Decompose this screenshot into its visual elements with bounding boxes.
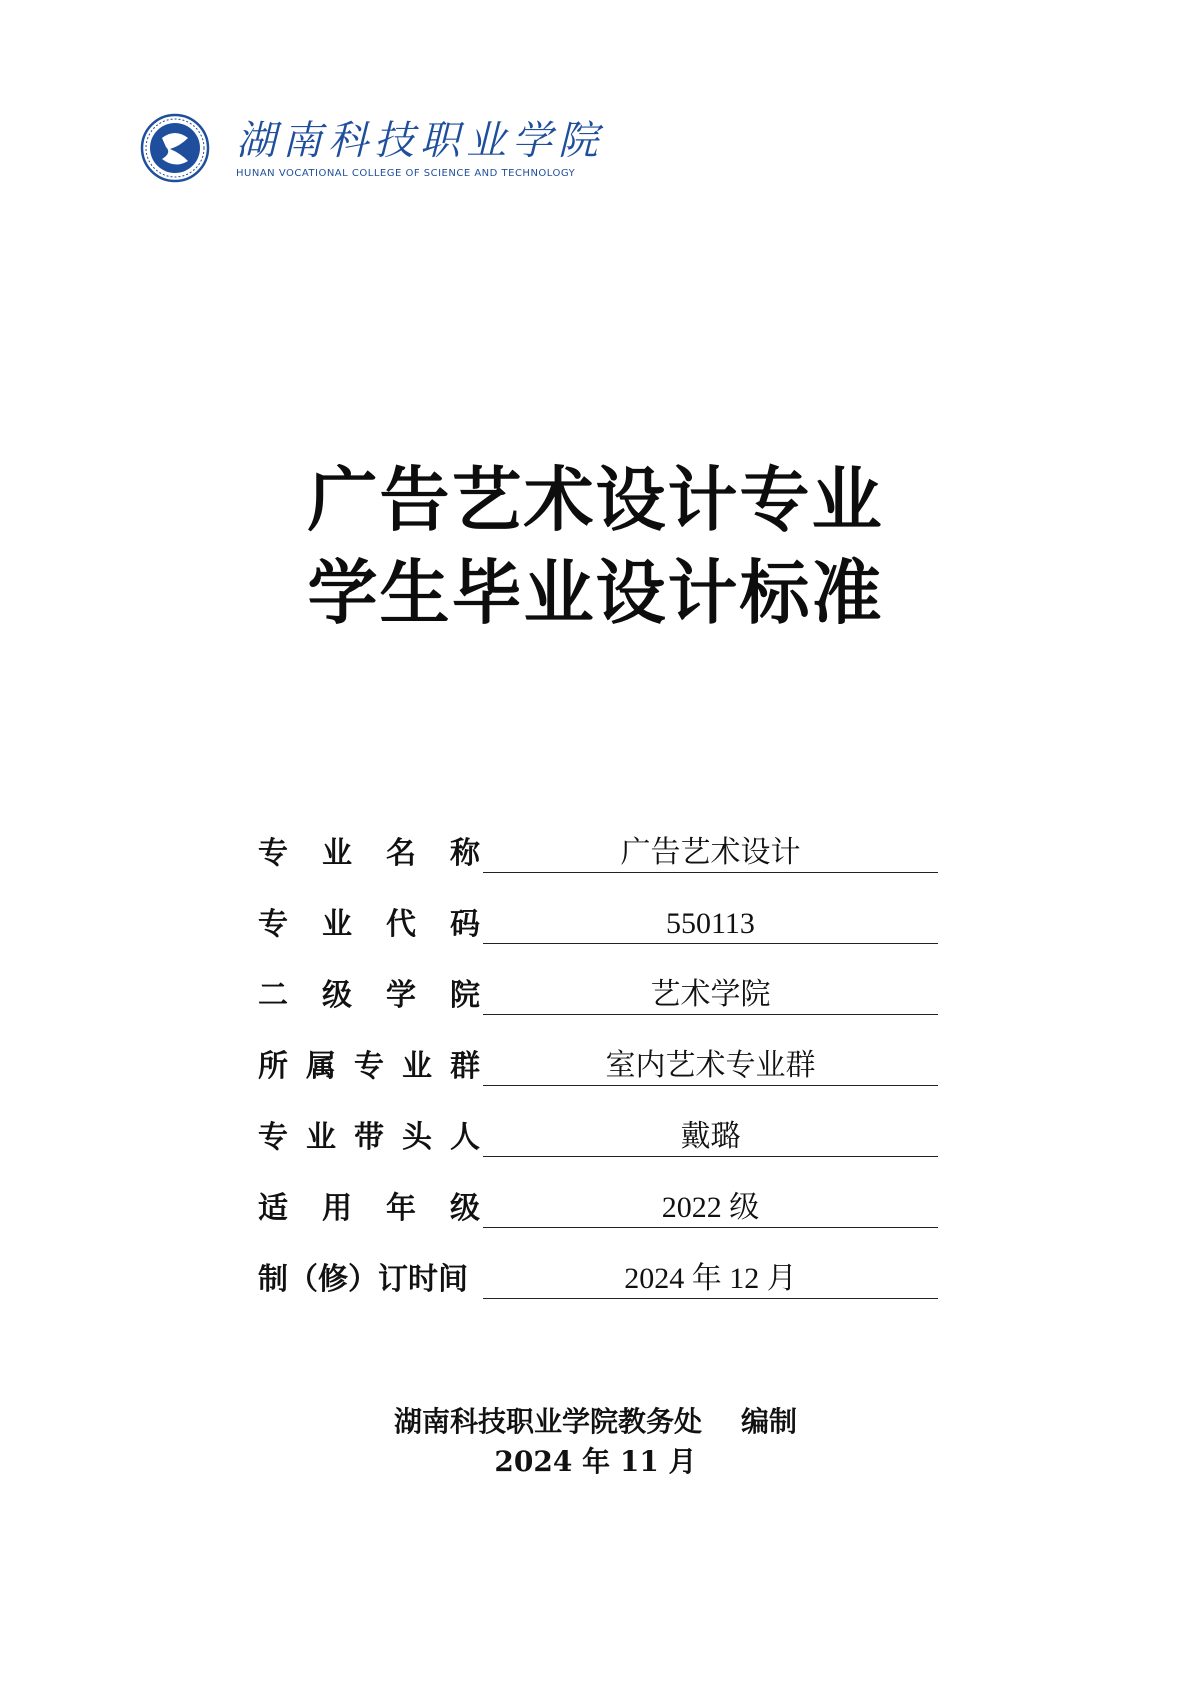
college-name-calligraphy: 湖南科技职业学院	[236, 118, 604, 164]
info-value: 室内艺术专业群	[483, 1047, 938, 1086]
info-row-major-group	[258, 1033, 938, 1104]
info-value: 艺术学院	[483, 976, 938, 1015]
info-table	[258, 820, 938, 1317]
college-emblem-icon	[140, 113, 210, 183]
info-value: 广告艺术设计	[483, 834, 938, 873]
info-value: 2024 年 12 月	[483, 1260, 938, 1299]
info-value: 2022 级	[483, 1189, 938, 1228]
info-label: 二 级 学 院	[258, 978, 480, 1013]
document-title-line-1: 广告艺术设计专业	[307, 459, 884, 541]
info-row-major-leader	[258, 1104, 938, 1175]
info-label: 适 用 年 级	[258, 1191, 480, 1226]
college-name-english: HUNAN VOCATIONAL COLLEGE OF SCIENCE AND TECHNOLOGY	[236, 168, 576, 179]
compiler-line: 湖南科技职业学院教务处 编制	[394, 1405, 797, 1438]
info-row-major-code	[258, 891, 938, 962]
info-label: 制 （修） 订 时 间	[258, 1262, 468, 1297]
info-label: 所 属 专 业 群	[258, 1049, 480, 1084]
info-row-secondary-college	[258, 962, 938, 1033]
info-row-revision-time	[258, 1246, 938, 1317]
info-value: 550113	[483, 905, 938, 944]
info-label: 专 业 名 称	[258, 836, 480, 871]
info-label: 专 业 带 头 人	[258, 1120, 480, 1155]
compile-date: 2024 年 11 月	[494, 1445, 697, 1478]
info-value: 戴璐	[483, 1118, 938, 1157]
document-title-line-2: 学生毕业设计标准	[307, 552, 884, 634]
info-row-applicable-grade	[258, 1175, 938, 1246]
college-logo	[140, 113, 610, 193]
info-row-major-name	[258, 820, 938, 891]
info-label: 专 业 代 码	[258, 907, 480, 942]
